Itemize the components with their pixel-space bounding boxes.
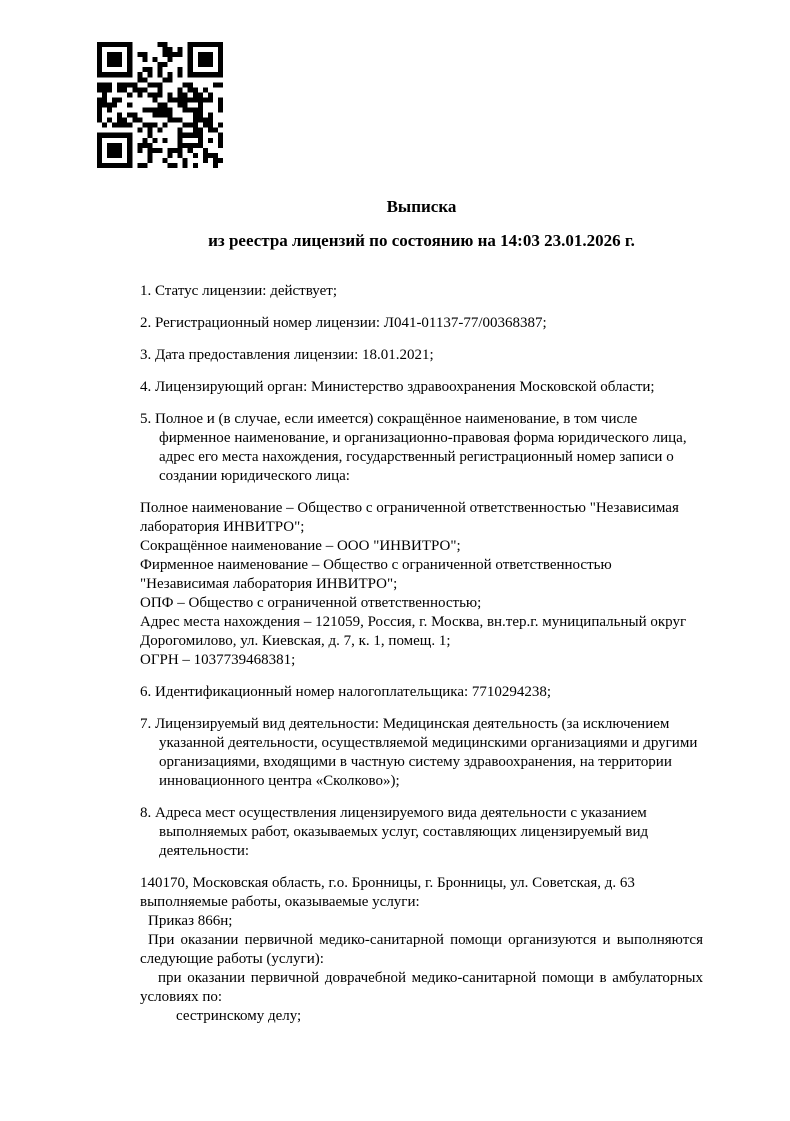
org-short-name: Сокращённое наименование – ООО "ИНВИТРО"; xyxy=(140,538,461,554)
primary-care-clause: При оказании первичной медико-санитарной помощи организуются и выполняются следующие работы (услуги): xyxy=(140,932,703,967)
org-legal-form: ОПФ – Общество с ограниченной ответственностью; xyxy=(140,595,482,611)
document-subtitle: из реестра лицензий по состоянию на 14:03 23.01.2026 г. xyxy=(208,231,635,250)
activity-address-details xyxy=(140,874,703,1026)
licensing-authority: 4. Лицензирующий орган: Министерство здравоохранения Московской области; xyxy=(140,379,655,395)
org-full-name: Полное наименование – Общество с ограниченной ответственностью "Независимая лаборатория ИНВИТРО"; xyxy=(140,500,679,535)
activity-addresses-heading: 8. Адреса мест осуществления лицензируемого вида деятельности с указанием выполняемых работ, оказываемых услуг, составляющих лицензируемый вид деятельности: xyxy=(140,805,649,859)
license-reg-number: 2. Регистрационный номер лицензии: Л041-01137-77/00368387; xyxy=(140,315,547,331)
works-services-header: выполняемые работы, оказываемые услуги: xyxy=(140,894,420,910)
document-title: Выписка xyxy=(386,197,457,216)
license-status: 1. Статус лицензии: действует; xyxy=(140,283,337,299)
organization-details xyxy=(140,499,703,670)
taxpayer-inn: 6. Идентификационный номер налогоплательщика: 7710294238; xyxy=(140,684,552,700)
licensed-activity-type: 7. Лицензируемый вид деятельности: Медицинская деятельность (за исключением указанной деятельности, осуществляемой медицинскими организациями и другими организациями, входящими в частную систему здравоохранения, на территории инновационного центра «Сколково»); xyxy=(140,716,698,789)
qr-code xyxy=(97,42,223,168)
activity-address-line: 140170, Московская область, г.о. Бронницы, г. Бронницы, ул. Советская, д. 63 xyxy=(140,875,635,891)
org-brand-name: Фирменное наименование – Общество с ограниченной ответственностью "Независимая лаборатория ИНВИТРО"; xyxy=(140,557,612,592)
license-grant-date: 3. Дата предоставления лицензии: 18.01.2021; xyxy=(140,347,434,363)
document-body xyxy=(140,196,703,1039)
order-reference: Приказ 866н; xyxy=(148,913,233,929)
nursing-service-item: сестринскому делу; xyxy=(176,1008,302,1024)
org-ogrn: ОГРН – 1037739468381; xyxy=(140,652,296,668)
pre-doctor-care-clause: при оказании первичной доврачебной медико-санитарной помощи в амбулаторных условиях по: xyxy=(140,970,703,1005)
org-name-section-heading: 5. Полное и (в случае, если имеется) сокращённое наименование, в том числе фирменное наименование, и организационно-правовая форма юридического лица, адрес его места нахождения, государственный регистрационный номер записи о создании юридического лица: xyxy=(140,411,687,484)
org-address: Адрес места нахождения – 121059, Россия, г. Москва, вн.тер.г. муниципальный округ Дорогомилово, ул. Киевская, д. 7, к. 1, помещ. 1; xyxy=(140,614,687,649)
